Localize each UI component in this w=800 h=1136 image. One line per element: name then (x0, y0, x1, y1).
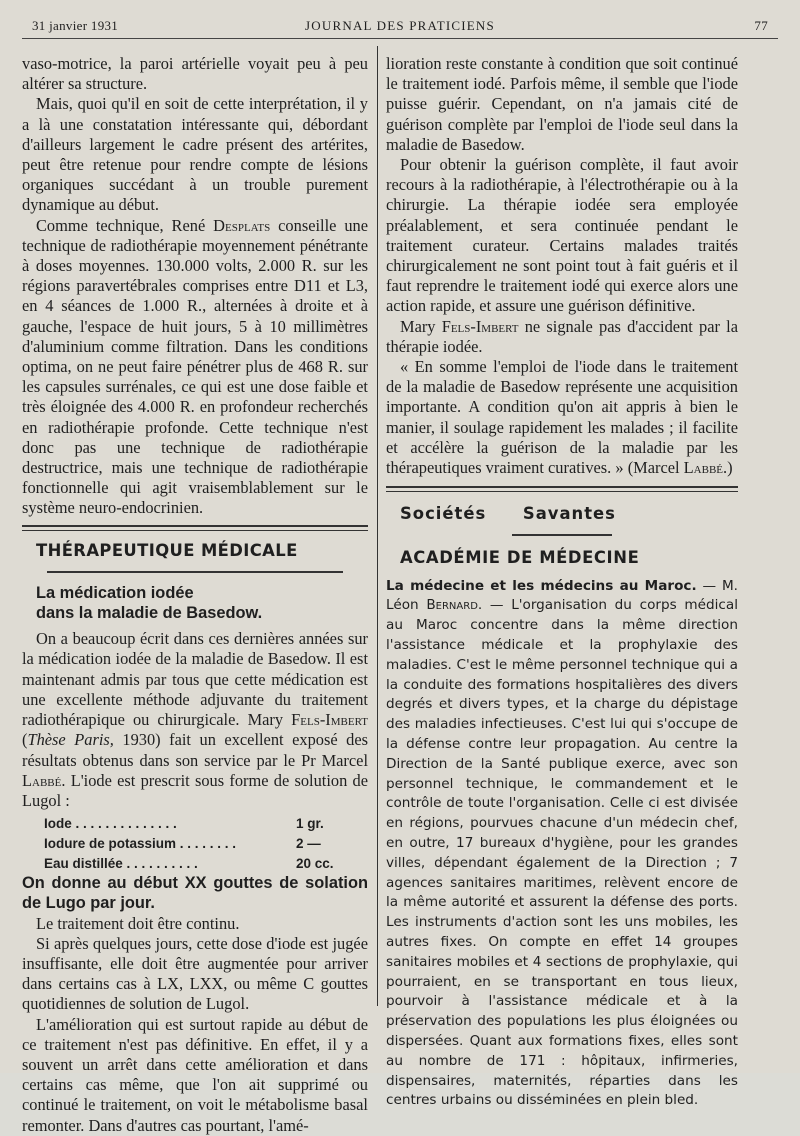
societes-savantes-title: Sociétés Savantes (400, 504, 616, 524)
maroc-article (386, 577, 738, 1112)
technique-paragraph: Comme technique, René Desplats conseille une technique de radiothérapie moyennement pénétrante à doses moyennes. 130.000 volts, 2.000 R. sur les régions paravertébrales comprises entre D11 et L3, en 4 séances de 1.000 R., alternées à droite et à gauche, l'espace de huit jours, 5 à 10 millimètres d'aluminium comme filtration. Dans les conditions optima, on ne peut faire pénétrer plus de 468 R. sur les capsules surrénales, ce qui est une dose faible et très éloignée des 4.000 R. en profondeur recherchés en radiothérapie profonde. Cette technique n'est donc pas une technique de radiothérapie destructrice, mais une technique de radiothérapie fonctionnelle qui agit vraisemblablement sur le système neuro-endocrinien. (22, 215, 368, 518)
paragraph: L'amélioration qui est surtout rapide au début de ce traitement n'est pas définitive. En effet, il y a souvent un arrêt dans cette amélioration et dans certains cas même, que l'on ait supprimé ou continué le traitement, on voit le métabolisme basal remonter. Dans d'autres cas pourtant, l'amé- (22, 1014, 368, 1135)
column-divider (377, 46, 378, 1006)
right-column (386, 54, 738, 1111)
dosage-note: On donne au début XX gouttes de solation de Lugo par jour. (22, 874, 368, 913)
academie-heading: ACADÉMIE DE MÉDECINE (400, 548, 640, 568)
section-rule (22, 525, 368, 527)
title-rule (512, 534, 612, 536)
quote-paragraph: « En somme l'emploi de l'iode dans le traitement de la maladie de Basedow représente une acquisition importante. A condition qu'on ait appris à bien le manier, il soulage rapidement les malades ; il facilite et accélère la guérison de la maladie par les thérapeutiques vraiment curatives. » (Marcel Labbé.) (386, 357, 738, 478)
formula-row: Iode . . . . . . . . . . . . . . 1 gr. (44, 815, 324, 831)
page-header (22, 16, 778, 38)
paragraph: Le traitement doit être continu. (36, 913, 240, 933)
section-rule (386, 486, 738, 488)
intro-paragraph: On a beaucoup écrit dans ces dernières années sur la médication iodée de la maladie de Basedow. Il est maintenant admis par tous que cette médication est une excellente méthode adjuvante du traitement radiothérapique ou chirurgicale. Mary Fels-Imbert (Thèse Paris, 1930) fait un excellent exposé des résultats obtenus dans son service par le Pr Marcel Labbé. L'iode est prescrit sous forme de solution de Lugol : (22, 629, 368, 810)
header-rule (22, 38, 778, 39)
rubric-title: THÉRAPEUTIQUE MÉDICALE (36, 540, 298, 560)
section-rule (22, 530, 368, 531)
paragraph: vaso-motrice, la paroi artérielle voyait peu à peu altérer sa structure. (22, 54, 368, 94)
maroc-paragraph: La médecine et les médecins au Maroc. — M. Léon Bernard. — L'organisation du corps médical au Maroc concentre dans la même direction l'assistance médicale et la prophylaxie des maladies. C'est le même personnel technique qui a la conduite des formations hospitalières des divers degrés et divers types, et la charge du dépistage des maladies infectieuses. C'est lui qui s'occupe de la défense contre leur propagation. Au centre la Direction de la Santé publique exerce, avec son personnel technique, le commandement et le contrôle de toute l'organisation. Celle ci est divisée en régions, pourvues chacune d'un médecin chef, en outre, 17 bureaux d'hygiène, pour les grandes villes, dépendant également de la Direction ; 7 agences sanitaires maritimes, relèvent encore de la même autorité et assurent la défense des ports. Les instruments d'action sont les uns mobiles, les autres fixes. On compte en effet 14 groupes sanitaires mobiles et 4 sections de prophylaxie, qui pourraient, en se transportant en tous lieux, pourvoir à l'assistance médicale et à la préservation des populations les plus éloignées ou dispersées. Quant aux formations fixes, elles sont au nombre de 171 : hôpitaux, infirmeries, dispensaires, maternités, réparties dans les centres urbains ou disséminées en plein bled. (386, 577, 738, 1109)
author-name: Bernard (426, 597, 478, 614)
maroc-lead: La médecine et les médecins au Maroc. (386, 577, 697, 594)
article-title-line: dans la maladie de Basedow. (36, 604, 263, 623)
author-name: Fels-Imbert (441, 316, 519, 336)
formula-row: Eau distillée . . . . . . . . . . 20 cc. (44, 855, 334, 871)
author-name: Desplats (213, 215, 271, 235)
page-number: 77 (754, 18, 768, 33)
journal-title: JOURNAL DES PRATICIENS (305, 18, 495, 33)
author-name: Labbé (22, 770, 62, 790)
section-rule (386, 491, 738, 492)
author-name: Labbé (683, 458, 724, 478)
paragraph: lioration reste constante à condition que soit continué le traitement iodé. Parfois même, il semble que l'iode puisse guérir. Cependant, on n'a jamais cité de guérison complète par l'emploi de l'iode seul dans la maladie de Basedow. (386, 54, 738, 154)
paragraph: Si après quelques jours, cette dose d'iode est jugée insuffisante, elle doit être augmentée pour arriver dans certains cas à LX, LXX, ou même C gouttes quotidiennes de solution de Lugol. (22, 933, 368, 1014)
article-title-line: La médication iodée (36, 583, 194, 602)
paragraph: Mais, quoi qu'il en soit de cette interprétation, il y a là une constatation intéressante qui, débordant d'ailleurs largement le cadre présent des artérites, peut être retenue pour rendre compte de lésions organiques succédant à un trouble purement dynamique au début. (22, 94, 368, 215)
paragraph: Mary Fels-Imbert ne signale pas d'accident par la thérapie iodée. (386, 316, 738, 356)
paragraph: Pour obtenir la guérison complète, il faut avoir recours à la radiothérapie, à l'électrothérapie ou à la chirurgie. La thérapie iodée sera employée préalablement, et sera continuée pendant le traitement curateur. Certains malades traités chirurgicalement ne sont point tout à fait guéris et il faut reprendre le traitement iodé qui exerce alors une action rapide, et assure une guérison définitive. (386, 155, 738, 316)
header-date: 31 janvier 1931 (32, 18, 119, 33)
author-name: Fels-Imbert (291, 710, 368, 730)
formula-row: Iodure de potassium . . . . . . . . 2 — (44, 835, 321, 851)
lugol-formula (22, 813, 368, 873)
left-column (22, 54, 368, 1136)
